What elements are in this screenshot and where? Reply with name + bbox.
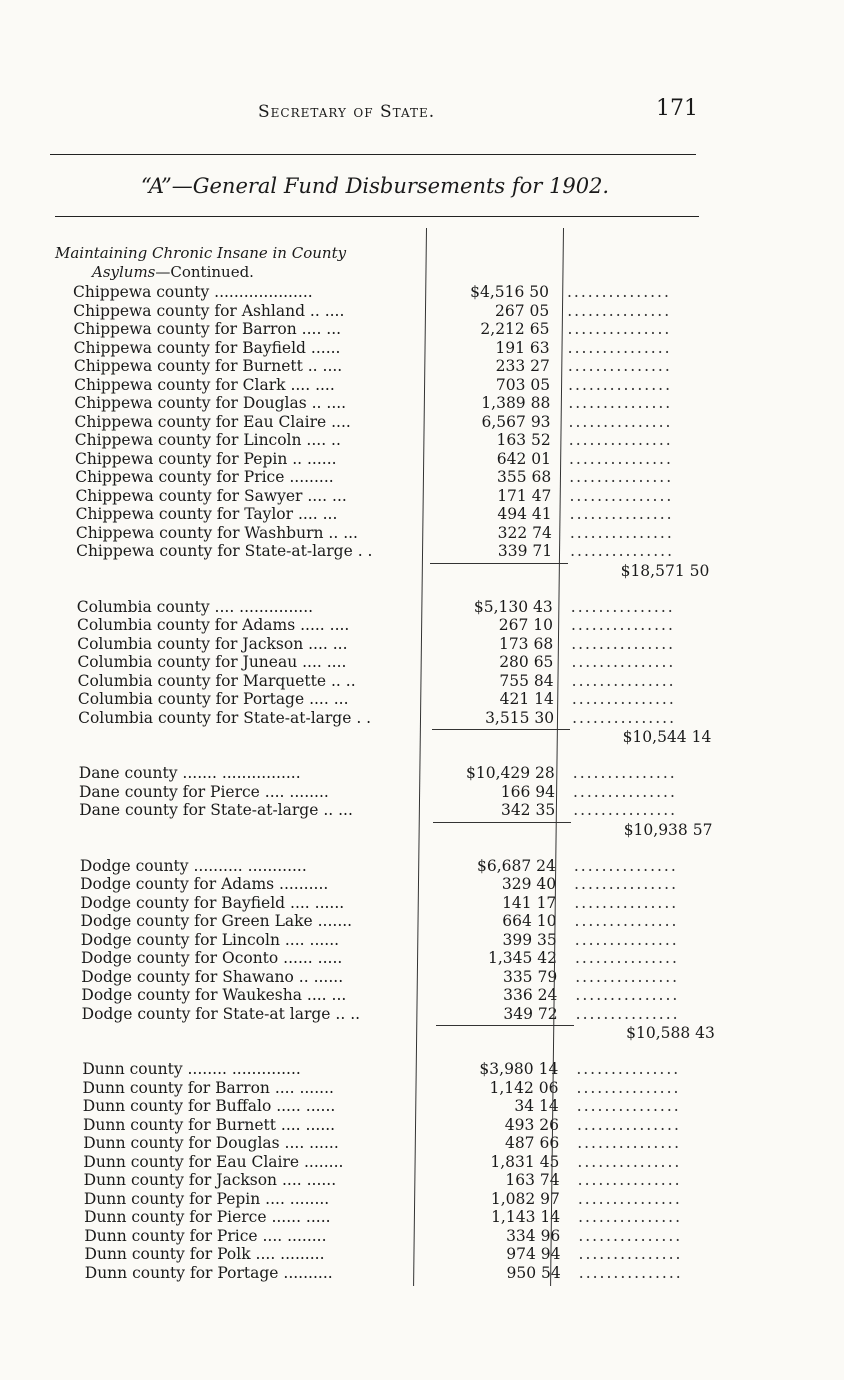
row-label: Chippewa county for Eau Claire .... (74, 412, 351, 431)
row-amount: 349 72 (503, 1004, 558, 1023)
row-label: Columbia county .... ............... (76, 597, 314, 616)
heading-line-2 (92, 263, 254, 281)
row-leader-dots: ............... (576, 1078, 681, 1097)
row-leader-dots: ............... (568, 412, 673, 431)
row-leader-dots: ............... (569, 505, 674, 523)
row-amount: 421 14 (499, 690, 554, 708)
row-leader-dots: ............... (575, 967, 680, 986)
top-rule (50, 154, 696, 155)
row-leader-dots: ............... (569, 523, 674, 542)
row-leader-dots: ............... (574, 930, 679, 949)
row-amount: $5,130 43 (473, 597, 553, 616)
row-label: Columbia county for Marquette .. .. (77, 671, 356, 690)
row-amount: 642 01 (496, 449, 551, 468)
row-label: Dodge county for Shawano .. ...... (81, 967, 344, 986)
row-label: Dunn county for Buffalo ..... ...... (82, 1097, 336, 1115)
running-head: Secretary of State. (258, 102, 436, 122)
row-amount: 703 05 (495, 375, 551, 394)
row-leader-dots: ............... (569, 468, 674, 486)
row-leader-dots: ............... (571, 653, 676, 671)
table-row (77, 653, 717, 672)
row-leader-dots: ............... (570, 542, 674, 560)
table-row (76, 505, 716, 524)
row-leader-dots: ............... (568, 375, 673, 394)
row-leader-dots: ............... (577, 1189, 682, 1208)
table-row (84, 1208, 724, 1227)
row-label: Columbia county for Jackson .... ... (77, 634, 348, 653)
table-row (80, 857, 720, 876)
row-leader-dots: ............... (574, 949, 679, 967)
row-leader-dots: ............... (569, 486, 674, 505)
row-amount: 334 96 (506, 1226, 561, 1245)
row-leader-dots: ............... (574, 893, 679, 912)
row-label: Chippewa county for Washburn .. ... (75, 523, 358, 542)
table-row (83, 1153, 723, 1172)
row-leader-dots: ............... (576, 1060, 681, 1078)
table-row (85, 1245, 725, 1264)
table-row (79, 764, 719, 783)
table-row (81, 986, 721, 1005)
row-amount: 336 24 (503, 986, 558, 1004)
row-amount: 3,515 30 (485, 708, 555, 727)
row-leader-dots: ............... (577, 1171, 682, 1189)
row-leader-dots: ............... (578, 1208, 682, 1226)
row-leader-dots: ............... (568, 449, 673, 468)
row-amount: 6,567 93 (481, 412, 551, 431)
row-leader-dots: ............... (574, 875, 678, 893)
row-leader-dots: ............... (577, 1152, 682, 1171)
row-leader-dots: ............... (578, 1245, 683, 1263)
row-amount: 191 63 (495, 338, 550, 357)
row-label: Chippewa county for Taylor .... ... (75, 505, 338, 523)
row-leader-dots: ............... (568, 431, 673, 449)
row-amount: 1,831 45 (490, 1152, 560, 1171)
row-leader-dots: ............... (575, 986, 680, 1004)
row-amount: 974 94 (506, 1245, 561, 1263)
table-row (83, 1079, 723, 1098)
row-label: Columbia county for State-at-large . . (78, 708, 372, 727)
row-label: Chippewa county for Bayfield ...... (73, 338, 341, 357)
row-label: Dodge county for State-at large .. .. (81, 1004, 361, 1023)
row-amount: $4,516 50 (470, 283, 549, 301)
row-label: Chippewa county for Barron .... ... (73, 320, 342, 338)
row-amount: 166 94 (500, 782, 555, 801)
row-label: Chippewa county for Price ......... (75, 468, 334, 486)
row-label: Dunn county for Barron .... ....... (82, 1078, 334, 1097)
row-label: Dodge county for Green Lake ....... (80, 912, 353, 930)
row-label: Dunn county for Jackson .... ...... (83, 1171, 337, 1189)
row-label: Dodge county for Oconto ...... ..... (80, 949, 343, 967)
table-row (81, 912, 721, 931)
row-label: Dane county ....... ................ (78, 764, 301, 782)
row-amount: 487 66 (504, 1134, 560, 1152)
row-label: Dane county for State-at-large .. ... (79, 801, 353, 819)
row-label: Chippewa county for Sawyer .... ... (75, 486, 347, 505)
row-amount: 173 68 (498, 634, 554, 653)
heading-line-2-rest: —Continued. (155, 263, 254, 281)
row-amount: 399 35 (502, 930, 557, 949)
row-leader-dots: ............... (570, 616, 675, 634)
table-row (76, 542, 716, 561)
row-label: Chippewa county for Clark .... .... (74, 375, 335, 394)
group-total: $10,588 43 (626, 1024, 715, 1042)
table-row (73, 320, 713, 339)
table-row (75, 468, 715, 487)
row-amount: 163 52 (496, 431, 551, 449)
row-leader-dots: ............... (574, 912, 679, 930)
table-row (83, 1116, 723, 1135)
row-amount: 342 35 (500, 801, 556, 819)
row-label: Columbia county for Adams ..... .... (76, 616, 350, 634)
table-row (80, 875, 720, 894)
row-label: Chippewa county for Ashland .. .... (73, 301, 345, 320)
row-label: Dunn county ........ .............. (82, 1060, 301, 1078)
subtotal-rule (430, 563, 568, 564)
row-label: Dunn county for Douglas .... ...... (83, 1134, 339, 1152)
table-title: “A”—General Fund Disbursements for 1902. (140, 174, 610, 198)
row-label: Dunn county for Burnett .... ...... (82, 1115, 336, 1134)
row-amount: $6,687 24 (476, 856, 556, 875)
row-amount: 267 10 (498, 616, 553, 634)
row-label: Chippewa county for Lincoln .... .. (74, 431, 341, 449)
row-amount: 355 68 (496, 468, 552, 486)
row-amount: 141 17 (502, 893, 557, 912)
table-row (73, 302, 713, 321)
row-leader-dots: ............... (576, 1097, 681, 1115)
page-number: 171 (656, 96, 698, 121)
table-row (78, 672, 718, 691)
table-row (78, 690, 718, 709)
table-row (82, 1060, 722, 1079)
row-leader-dots: ............... (577, 1134, 682, 1152)
row-leader-dots: ............... (576, 1115, 681, 1134)
row-leader-dots: ............... (578, 1226, 683, 1245)
row-amount: $3,980 14 (479, 1060, 559, 1078)
row-label: Chippewa county for Burnett .. .... (73, 357, 343, 375)
row-leader-dots: ............... (573, 801, 678, 819)
row-amount: 1,345 42 (487, 949, 557, 967)
table-row (82, 1005, 722, 1024)
group-total: $10,544 14 (622, 728, 712, 746)
title-rule (55, 216, 699, 217)
row-amount: 339 71 (497, 542, 553, 560)
row-leader-dots: ............... (575, 1004, 680, 1023)
table-row (76, 524, 716, 543)
row-label: Dodge county for Lincoln .... ...... (80, 930, 340, 949)
table-row (77, 635, 717, 654)
row-leader-dots: ............... (567, 320, 672, 338)
table-row (85, 1264, 725, 1283)
table-row (74, 376, 714, 395)
row-leader-dots: ............... (567, 357, 672, 375)
row-label: Dodge county for Waukesha .... ... (81, 986, 347, 1004)
row-amount: 1,389 88 (481, 394, 551, 412)
row-leader-dots: ............... (567, 338, 672, 357)
table-row (79, 783, 719, 802)
row-label: Dunn county for Pierce ...... ..... (84, 1208, 331, 1226)
row-label: Dunn county for Price .... ........ (84, 1226, 327, 1245)
row-leader-dots: ............... (573, 856, 678, 875)
row-amount: 233 27 (495, 357, 550, 375)
row-label: Dunn county for Polk .... ......... (84, 1245, 325, 1263)
table-row (84, 1190, 724, 1209)
table-row (77, 616, 717, 635)
row-amount: 335 79 (502, 967, 558, 986)
row-leader-dots: ............... (570, 597, 675, 616)
row-label: Columbia county for Juneau .... .... (77, 653, 347, 671)
row-amount: 493 26 (504, 1115, 559, 1134)
row-label: Dane county for Pierce .... ........ (78, 782, 329, 801)
subtotal-rule (433, 822, 571, 823)
row-leader-dots: ............... (567, 301, 672, 320)
table-row (78, 709, 718, 728)
row-amount: 163 74 (505, 1171, 560, 1189)
row-amount: $10,429 28 (466, 764, 555, 782)
table-row (74, 339, 714, 358)
table-row (81, 968, 721, 987)
row-leader-dots: ............... (572, 708, 676, 727)
table-row (81, 949, 721, 968)
group-total: $18,571 50 (620, 561, 710, 580)
row-label: Chippewa county for Douglas .. .... (74, 394, 347, 412)
table-row (77, 598, 717, 617)
row-amount: 494 41 (497, 505, 552, 523)
row-amount: 322 74 (497, 523, 552, 542)
table-row (80, 894, 720, 913)
table-row (75, 431, 715, 450)
table-row (75, 487, 715, 506)
table-row (84, 1227, 724, 1246)
row-amount: 755 84 (499, 671, 554, 690)
row-amount: 664 10 (502, 912, 557, 930)
row-label: Chippewa county .................... (73, 283, 313, 301)
row-leader-dots: ............... (571, 690, 676, 708)
table-row (74, 357, 714, 376)
group-total: $10,938 57 (623, 820, 713, 839)
table-row (73, 283, 713, 302)
row-amount: 280 65 (499, 653, 554, 671)
row-leader-dots: ............... (578, 1263, 683, 1282)
row-amount: 267 05 (494, 301, 550, 320)
row-label: Columbia county for Portage .... ... (77, 690, 349, 708)
row-label: Chippewa county for Pepin .. ...... (74, 449, 337, 468)
table-row (84, 1171, 724, 1190)
row-leader-dots: ............... (572, 782, 677, 801)
table-row (75, 450, 715, 469)
row-leader-dots: ............... (571, 634, 676, 653)
row-amount: 171 47 (497, 486, 552, 505)
row-label: Dunn county for Portage .......... (84, 1263, 333, 1282)
subtotal-rule (432, 729, 570, 730)
row-label: Dunn county for Pepin .... ........ (83, 1189, 330, 1208)
row-leader-dots: ............... (568, 394, 673, 412)
table-row (79, 801, 719, 820)
row-label: Dunn county for Eau Claire ........ (83, 1152, 344, 1171)
row-label: Dodge county for Bayfield .... ...... (80, 893, 345, 912)
row-leader-dots: ............... (571, 671, 676, 690)
table-row (81, 931, 721, 950)
row-leader-dots: ............... (567, 283, 671, 301)
table-row (74, 394, 714, 413)
row-amount: 950 54 (506, 1263, 561, 1282)
row-amount: 1,142 06 (489, 1078, 559, 1097)
heading-line-2-italic: Asylums (92, 263, 156, 281)
table-row (75, 413, 715, 432)
row-label: Chippewa county for State-at-large . . (76, 542, 373, 560)
row-amount: 34 14 (514, 1097, 559, 1115)
page-header (0, 96, 844, 126)
row-label: Dodge county for Adams .......... (80, 875, 329, 893)
row-amount: 2,212 65 (480, 320, 550, 338)
row-amount: 1,082 97 (490, 1189, 560, 1208)
row-label: Dodge county .......... ............ (79, 856, 307, 875)
heading-line-1: Maintaining Chronic Insane in County (55, 244, 347, 262)
row-leader-dots: ............... (572, 764, 677, 782)
table-row (83, 1097, 723, 1116)
row-amount: 329 40 (501, 875, 557, 893)
row-amount: 1,143 14 (491, 1208, 561, 1226)
table-row (83, 1134, 723, 1153)
